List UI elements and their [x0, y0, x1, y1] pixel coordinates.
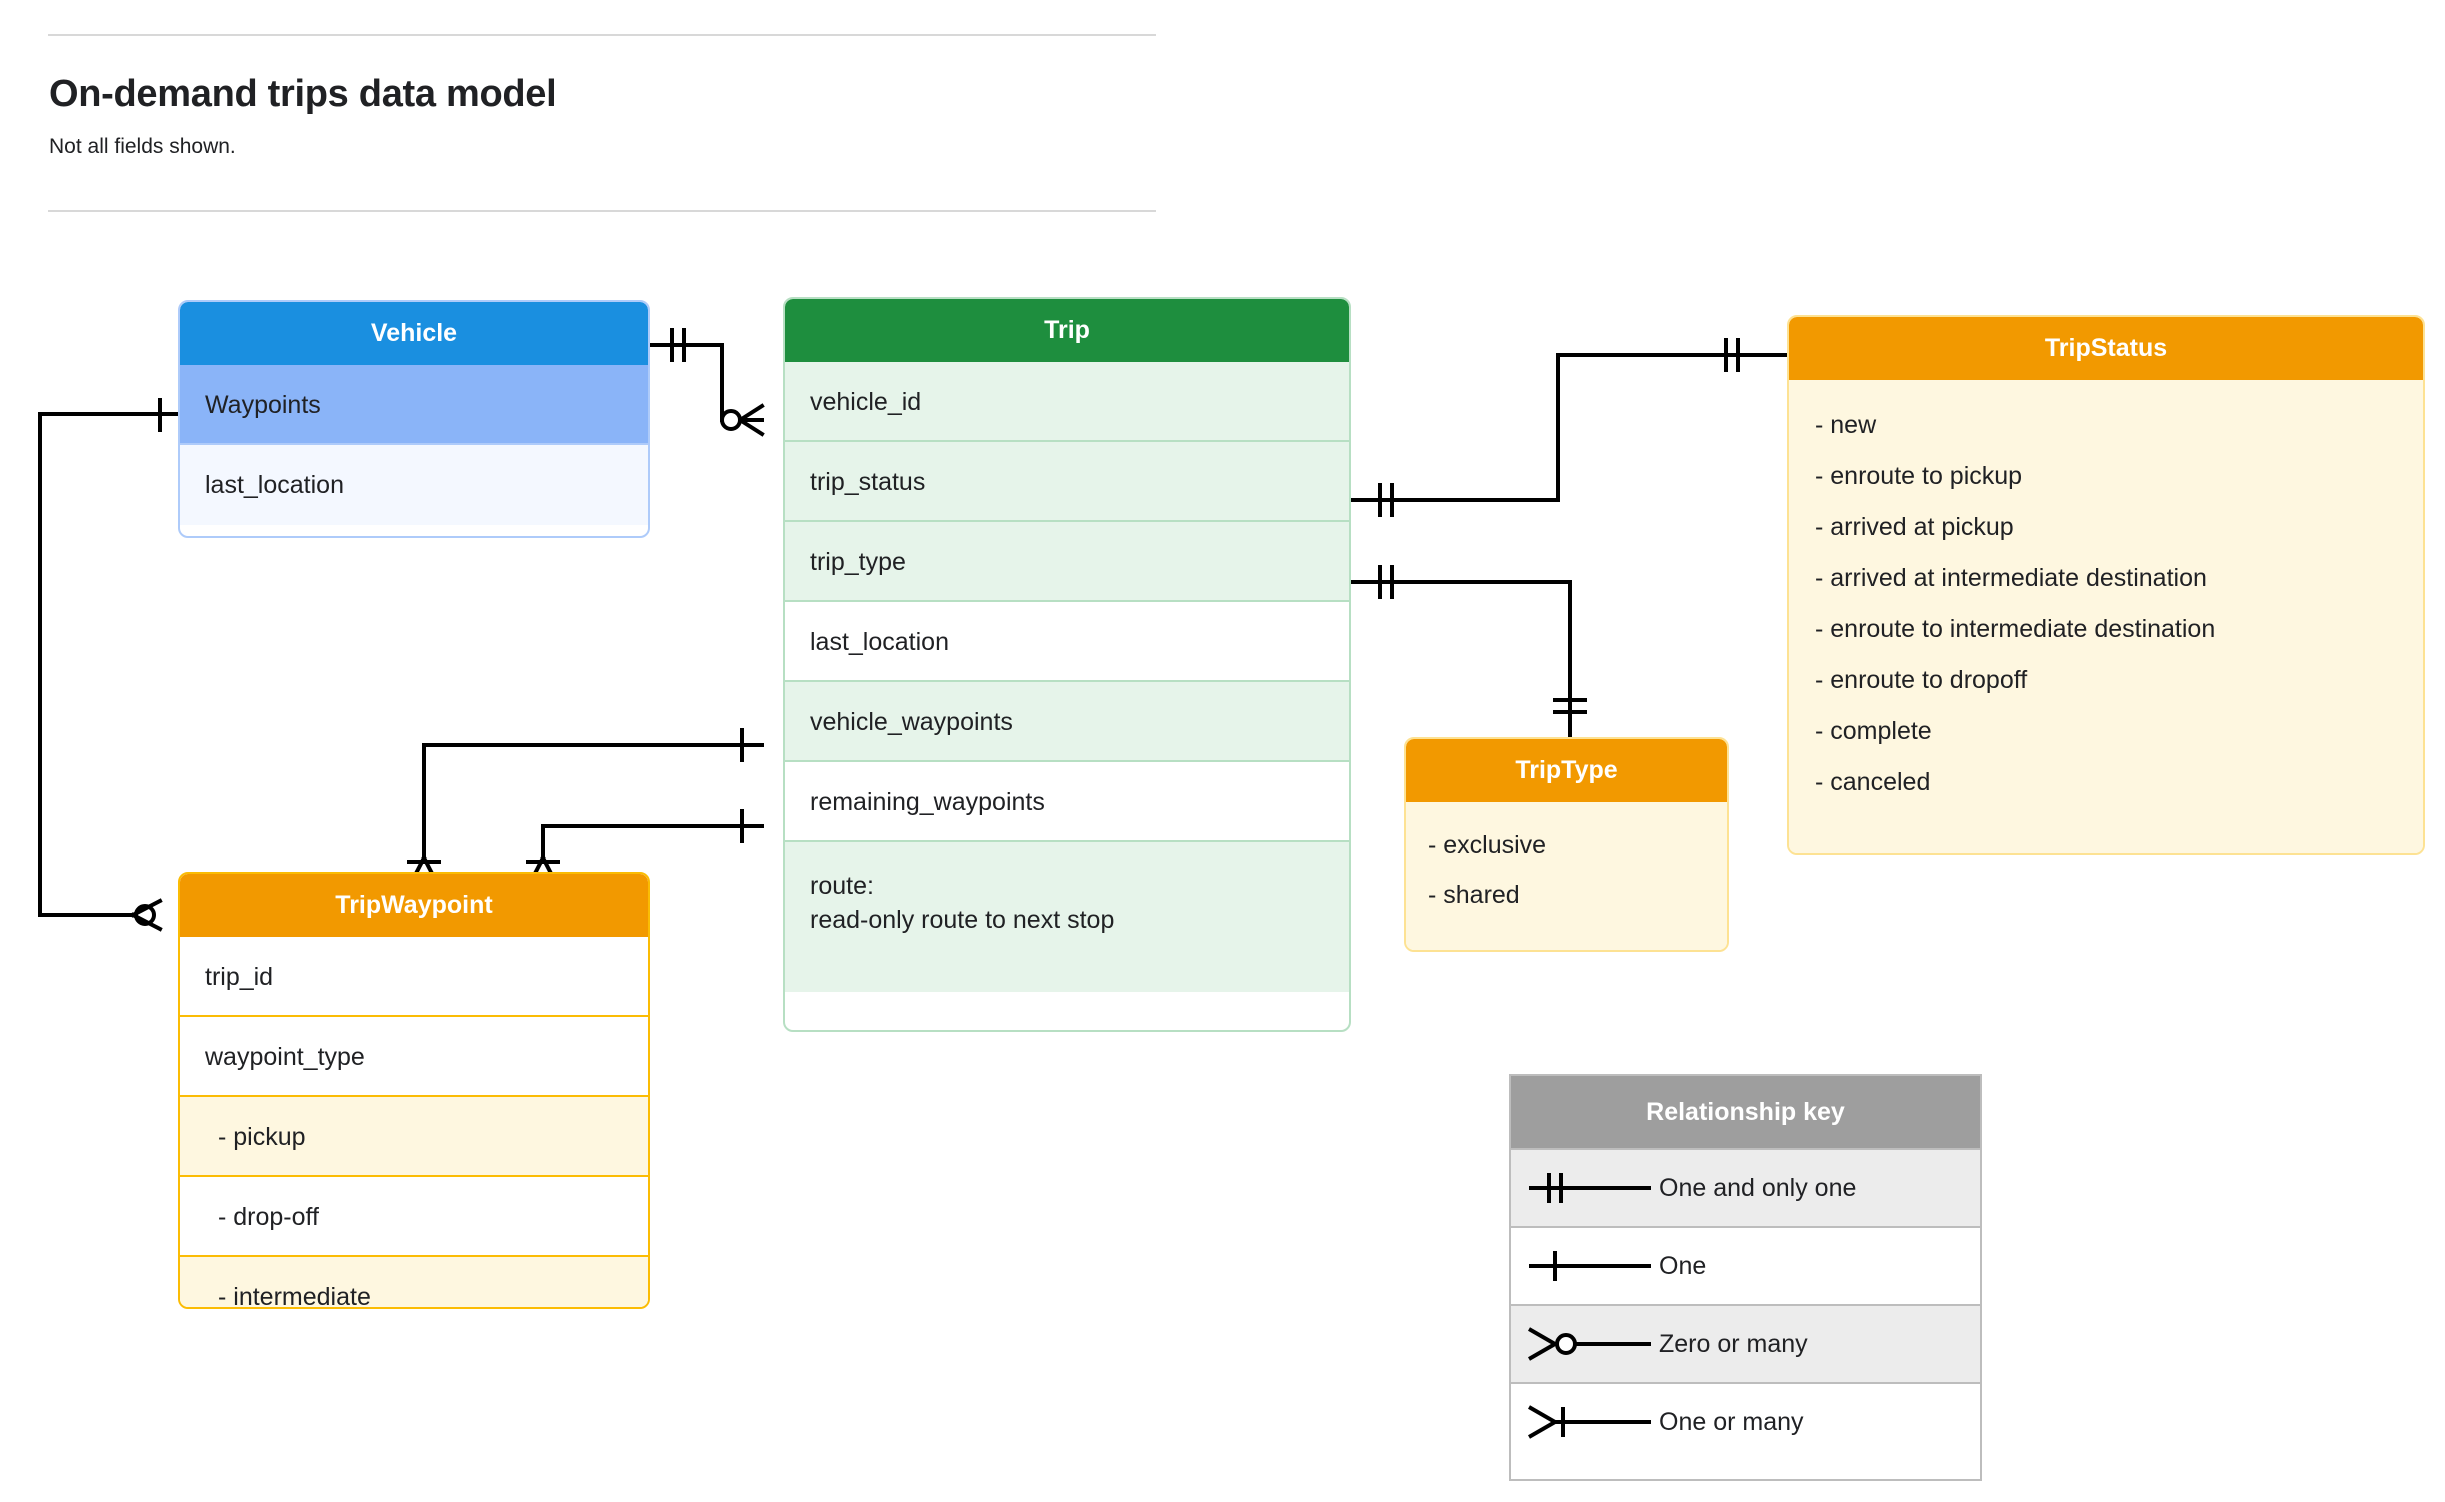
entity-tripstatus[interactable]: [1787, 315, 2425, 855]
entity-tripstatus-values: [1789, 380, 2423, 855]
entity-tripstatus-title: TripStatus: [1789, 317, 2423, 380]
relationship-key-row-zero-or-many: [1511, 1304, 1980, 1382]
relationship-key-row-one-or-many: [1511, 1382, 1980, 1460]
entity-triptype-value-exclusive: - exclusive: [1428, 831, 1547, 859]
relationship-key-title: Relationship key: [1511, 1076, 1980, 1148]
entity-trip-title: Trip: [785, 299, 1349, 362]
entity-trip-field-last-location: last_location: [785, 602, 1349, 682]
entity-triptype-title: TripType: [1406, 739, 1727, 802]
entity-tripstatus-value-enroute-to-intermediate: - enroute to intermediate destination: [1815, 615, 2216, 643]
relationship-key-panel: [1509, 1074, 1982, 1481]
entity-vehicle-field-waypoints: Waypoints: [180, 365, 648, 445]
entity-tripwaypoint-value-pickup: - pickup: [180, 1097, 648, 1177]
entity-vehicle[interactable]: [178, 300, 650, 538]
one-or-many-icon: [1511, 1383, 1659, 1461]
entity-tripstatus-value-new: - new: [1815, 411, 1877, 439]
one-and-only-one-icon: [1511, 1149, 1659, 1227]
entity-tripwaypoint-title: TripWaypoint: [180, 874, 648, 937]
page-subtitle: Not all fields shown.: [49, 135, 236, 158]
entity-trip-field-vehicle-id: vehicle_id: [785, 362, 1349, 442]
page-title: On-demand trips data model: [49, 73, 557, 115]
relationship-key-row-one: [1511, 1226, 1980, 1304]
entity-trip-field-route: [785, 842, 1349, 992]
entity-trip-route-label: route:: [810, 872, 874, 900]
entity-triptype[interactable]: [1404, 737, 1729, 952]
divider-top: [48, 34, 1156, 36]
entity-tripwaypoint-field-waypoint-type: waypoint_type: [180, 1017, 648, 1097]
entity-vehicle-field-last-location: last_location: [180, 445, 648, 525]
entity-tripstatus-value-canceled: - canceled: [1815, 768, 1931, 796]
entity-trip-field-remaining-waypoints: remaining_waypoints: [785, 762, 1349, 842]
relationship-key-label-one-or-many: One or many: [1659, 1407, 1804, 1436]
entity-trip-field-trip-status: trip_status: [785, 442, 1349, 522]
entity-tripwaypoint-value-dropoff: - drop-off: [180, 1177, 648, 1257]
entity-tripwaypoint[interactable]: [178, 872, 650, 1309]
relationship-key-row-one-and-only-one: [1511, 1148, 1980, 1226]
entity-trip-field-trip-type: trip_type: [785, 522, 1349, 602]
entity-tripstatus-value-arrived-at-intermediate: - arrived at intermediate destination: [1815, 564, 2207, 592]
relationship-key-label-zero-or-many: Zero or many: [1659, 1329, 1808, 1358]
entity-tripwaypoint-field-trip-id: trip_id: [180, 937, 648, 1017]
divider-bottom: [48, 210, 1156, 212]
entity-trip-route-description: read-only route to next stop: [810, 905, 1115, 934]
entity-trip-field-vehicle-waypoints: vehicle_waypoints: [785, 682, 1349, 762]
entity-tripwaypoint-value-intermediate: - intermediate: [180, 1257, 648, 1309]
one-icon: [1511, 1227, 1659, 1305]
zero-or-many-icon: [1511, 1305, 1659, 1383]
entity-vehicle-title: Vehicle: [180, 302, 648, 365]
entity-triptype-value-shared: - shared: [1428, 881, 1520, 909]
entity-tripstatus-value-arrived-at-pickup: - arrived at pickup: [1815, 513, 2014, 541]
relationship-key-label-one: One: [1659, 1251, 1707, 1280]
entity-triptype-values: [1406, 802, 1727, 952]
relationship-key-label-one-and-only-one: One and only one: [1659, 1173, 1857, 1202]
entity-tripstatus-value-enroute-to-pickup: - enroute to pickup: [1815, 462, 2023, 490]
entity-tripstatus-value-complete: - complete: [1815, 717, 1932, 745]
entity-trip[interactable]: [783, 297, 1351, 1032]
entity-tripstatus-value-enroute-to-dropoff: - enroute to dropoff: [1815, 666, 2028, 694]
